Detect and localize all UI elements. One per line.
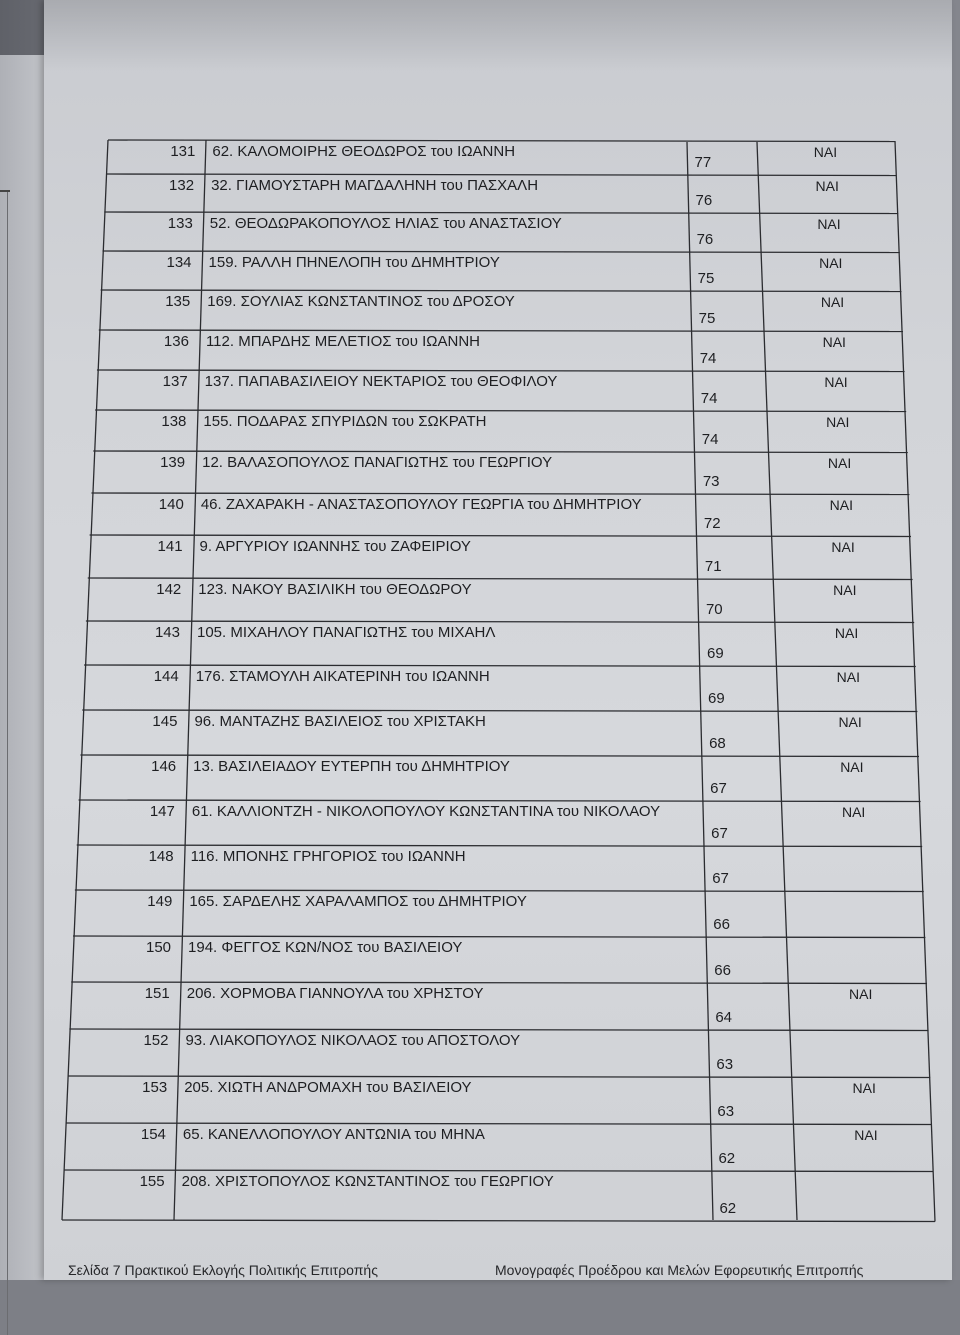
row-elected: ΝΑΙ — [827, 455, 852, 471]
row-candidate: 96. ΜΑΝΤΑΖΗΣ ΒΑΣΙΛΕΙΟΣ του ΧΡΙΣΤΑΚΗ — [194, 713, 486, 730]
row-elected: ΝΑΙ — [822, 334, 846, 350]
row-candidate: 176. ΣΤΑΜΟΥΛΗ ΑΙΚΑΤΕΡΙΝΗ του ΙΩΑΝΝΗ — [195, 668, 490, 685]
row-elected: ΝΑΙ — [819, 255, 843, 271]
row-candidate: 169. ΣΟΥΛΙΑΣ ΚΩΝΣΤΑΝΤΙΝΟΣ του ΔΡΟΣΟΥ — [207, 293, 515, 310]
row-candidate: 208. ΧΡΙΣΤΟΠΟΥΛΟΣ ΚΩΝΣΤΑΝΤΙΝΟΣ του ΓΕΩΡΓΙΟΥ — [181, 1173, 554, 1190]
row-elected: ΝΑΙ — [826, 414, 850, 430]
row-candidate: 205. ΧΙΩΤΗ ΑΝΔΡΟΜΑΧΗ του ΒΑΣΙΛΕΙΟΥ — [184, 1079, 472, 1096]
row-score: 73 — [702, 473, 720, 490]
row-rank: 137 — [162, 373, 188, 390]
row-score: 74 — [700, 390, 718, 407]
row-candidate: 13. ΒΑΣΙΛΕΙΑΔΟΥ ΕΥΤΕΡΠΗ του ΔΗΜΗΤΡΙΟΥ — [193, 758, 510, 775]
row-score: 66 — [713, 916, 730, 933]
row-candidate: 105. ΜΙΧΑΗΛΟΥ ΠΑΝΑΓΙΩΤΗΣ του ΜΙΧΑΗΛ — [197, 624, 496, 641]
page-footer-left: Σελίδα 7 Πρακτικού Εκλογής Πολιτικής Επιτροπής — [68, 1262, 378, 1278]
row-score: 68 — [709, 735, 726, 752]
row-elected: ΝΑΙ — [852, 1080, 876, 1096]
row-score: 70 — [705, 601, 723, 618]
row-candidate: 61. ΚΑΛΛΙΟΝΤΖΗ - ΝΙΚΟΛΟΠΟΥΛΟΥ ΚΩΝΣΤΑΝΤΙΝΑ του ΝΙΚΟΛΑΟΥ — [191, 803, 661, 820]
row-candidate: 9. ΑΡΓΥΡΙΟΥ ΙΩΑΝΝΗΣ του ΖΑΦΕΙΡΙΟΥ — [199, 538, 471, 555]
row-score: 63 — [716, 1056, 734, 1073]
row-elected: ΝΑΙ — [834, 625, 859, 641]
row-score: 71 — [704, 558, 722, 575]
row-elected: ΝΑΙ — [854, 1127, 878, 1143]
row-rank: 152 — [143, 1032, 169, 1049]
row-rank: 143 — [154, 624, 180, 641]
row-candidate: 93. ΛΙΑΚΟΠΟΥΛΟΣ ΝΙΚΟΛΑΟΣ του ΑΠΟΣΤΟΛΟΥ — [185, 1032, 521, 1049]
row-candidate: 165. ΣΑΡΔΕΛΗΣ ΧΑΡΑΛΑΜΠΟΣ του ΔΗΜΗΤΡΙΟΥ — [189, 893, 527, 910]
row-candidate: 206. ΧΟΡΜΟΒΑ ΓΙΑΝΝΟΥΛΑ του ΧΡΗΣΤΟΥ — [186, 985, 484, 1002]
row-candidate: 116. ΜΠΟΝΗΣ ΓΡΗΓΟΡΙΟΣ του ΙΩΑΝΝΗ — [190, 848, 466, 865]
row-rank: 136 — [163, 333, 189, 350]
row-elected: ΝΑΙ — [824, 374, 848, 390]
row-score: 69 — [707, 645, 724, 662]
row-score: 64 — [715, 1009, 732, 1026]
row-rank: 133 — [167, 215, 193, 232]
row-score: 75 — [697, 270, 715, 287]
row-score: 75 — [698, 310, 716, 327]
row-score: 66 — [714, 962, 731, 979]
row-rank: 154 — [140, 1126, 166, 1143]
row-rank: 153 — [142, 1079, 168, 1096]
row-candidate: 155. ΠΟΔΑΡΑΣ ΣΠΥΡΙΔΩΝ του ΣΩΚΡΑΤΗ — [203, 413, 487, 430]
row-candidate: 32. ΓΙΑΜΟΥΣΤΑΡΗ ΜΑΓΔΑΛΗΝΗ του ΠΑΣΧΑΛΗ — [211, 177, 539, 194]
row-elected: ΝΑΙ — [849, 986, 873, 1002]
row-rank: 135 — [165, 293, 191, 310]
row-score: 62 — [718, 1150, 736, 1167]
row-candidate: 62. ΚΑΛΟΜΟΙΡΗΣ ΘΕΟΔΩΡΟΣ του ΙΩΑΝΝΗ — [212, 143, 516, 160]
row-score: 74 — [701, 431, 719, 448]
row-score: 62 — [719, 1200, 737, 1217]
row-candidate: 12. ΒΑΛΑΣΟΠΟΥΛΟΣ ΠΑΝΑΓΙΩΤΗΣ του ΓΕΩΡΓΙΟΥ — [202, 454, 553, 471]
row-elected: ΝΑΙ — [838, 714, 862, 730]
row-score: 67 — [712, 870, 729, 887]
row-rank: 139 — [160, 454, 186, 471]
row-score: 67 — [710, 780, 727, 797]
row-elected: ΝΑΙ — [820, 294, 845, 310]
row-elected: ΝΑΙ — [840, 759, 864, 775]
row-score: 67 — [711, 825, 728, 842]
row-rank: 142 — [156, 581, 182, 598]
row-candidate: 194. ΦΕΓΓΟΣ ΚΩΝ/ΝΟΣ του ΒΑΣΙΛΕΙΟΥ — [188, 939, 463, 956]
row-rank: 138 — [161, 413, 187, 430]
row-rank: 131 — [170, 143, 196, 160]
row-elected: ΝΑΙ — [831, 539, 855, 555]
row-candidate: 137. ΠΑΠΑΒΑΣΙΛΕΙΟΥ ΝΕΚΤΑΡΙΟΣ του ΘΕΟΦΙΛΟΥ — [204, 373, 558, 390]
row-rank: 144 — [153, 668, 179, 685]
row-score: 76 — [696, 231, 714, 248]
row-elected: ΝΑΙ — [833, 582, 857, 598]
row-candidate: 123. ΝΑΚΟΥ ΒΑΣΙΛΙΚΗ του ΘΕΟΔΩΡΟΥ — [198, 581, 472, 598]
row-score: 74 — [699, 350, 717, 367]
row-elected: ΝΑΙ — [829, 497, 853, 513]
row-elected: ΝΑΙ — [841, 804, 866, 820]
row-candidate: 52. ΘΕΟΔΩΡΑΚΟΠΟΥΛΟΣ ΗΛΙΑΣ του ΑΝΑΣΤΑΣΙΟΥ — [209, 215, 562, 232]
row-score: 69 — [708, 690, 725, 707]
row-elected: ΝΑΙ — [836, 669, 861, 685]
row-elected: ΝΑΙ — [815, 178, 839, 194]
row-score: 63 — [717, 1103, 735, 1120]
row-rank: 146 — [151, 758, 177, 775]
row-rank: 134 — [166, 254, 192, 271]
row-rank: 149 — [147, 893, 173, 910]
row-rank: 147 — [149, 803, 175, 820]
row-rank: 140 — [158, 496, 184, 513]
row-rank: 132 — [169, 177, 195, 194]
row-score: 72 — [703, 515, 721, 532]
row-candidate: 65. ΚΑΝΕΛΛΟΠΟΥΛΟΥ ΑΝΤΩΝΙΑ του ΜΗΝΑ — [182, 1126, 485, 1143]
row-rank: 151 — [144, 985, 170, 1002]
row-score: 77 — [694, 154, 712, 171]
row-elected: ΝΑΙ — [813, 144, 838, 160]
row-elected: ΝΑΙ — [817, 216, 841, 232]
page-footer-right: Μονογραφές Προέδρου και Μελών Εφορευτικής Επιτροπής — [495, 1262, 864, 1278]
row-candidate: 159. ΡΑΛΛΗ ΠΗΝΕΛΟΠΗ του ΔΗΜΗΤΡΙΟΥ — [208, 254, 500, 271]
row-rank: 145 — [152, 713, 178, 730]
row-rank: 150 — [146, 939, 172, 956]
row-rank: 155 — [139, 1173, 165, 1190]
row-rank: 141 — [157, 538, 183, 555]
row-candidate: 46. ΖΑΧΑΡΑΚΗ - ΑΝΑΣΤΑΣΟΠΟΥΛΟΥ ΓΕΩΡΓΙΑ του ΔΗΜΗΤΡΙΟΥ — [200, 496, 642, 513]
row-rank: 148 — [148, 848, 174, 865]
row-candidate: 112. ΜΠΑΡΔΗΣ ΜΕΛΕΤΙΟΣ του ΙΩΑΝΝΗ — [205, 333, 480, 350]
row-score: 76 — [695, 192, 713, 209]
